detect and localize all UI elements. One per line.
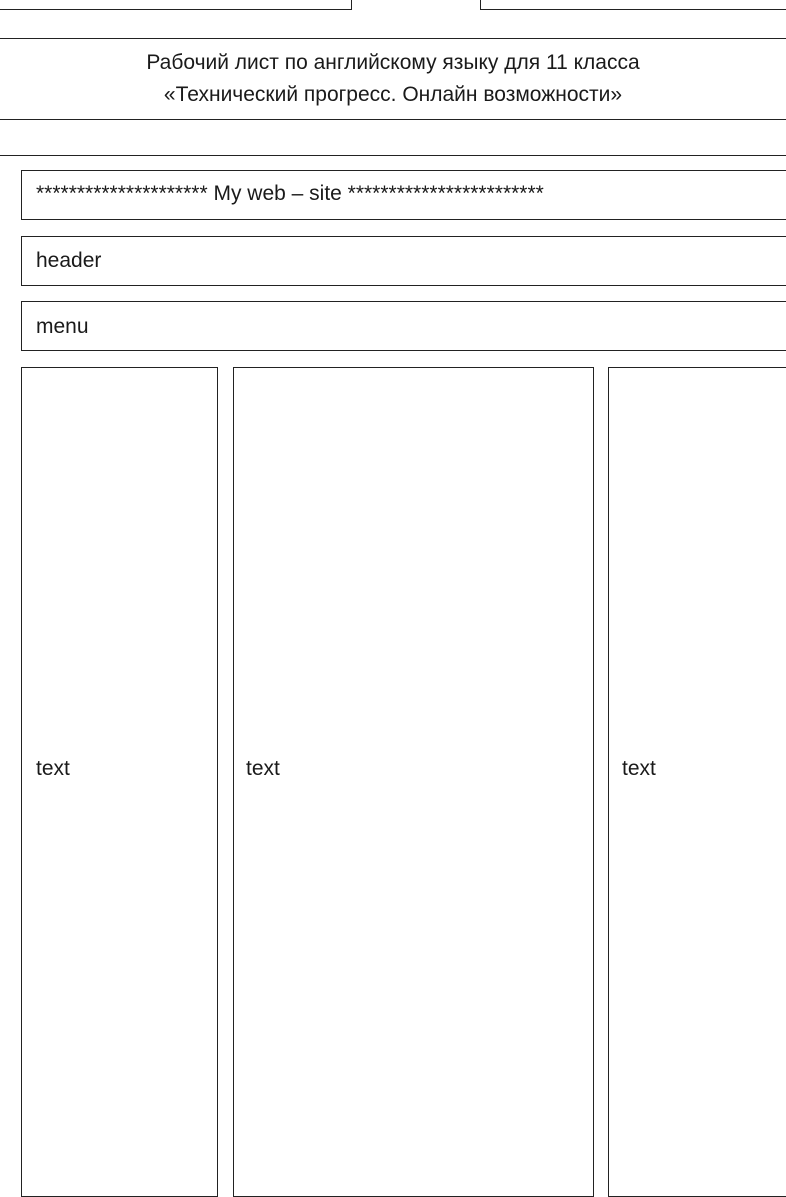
column-center-label: text — [246, 757, 280, 780]
site-title-label: ********************* My web – site ************************ — [36, 182, 544, 205]
column-right-label: text — [622, 757, 656, 780]
cropped-box-left — [0, 0, 352, 10]
menu-label: menu — [36, 315, 89, 338]
column-left-label: text — [36, 757, 70, 780]
column-left — [21, 367, 218, 1197]
title-top-rule — [0, 38, 786, 39]
column-right — [608, 367, 786, 1197]
cropped-box-right — [480, 0, 786, 10]
menu-box — [21, 301, 786, 351]
header-box — [21, 236, 786, 286]
site-title-box — [21, 170, 786, 220]
section-rule — [0, 155, 786, 156]
column-center — [233, 367, 594, 1197]
worksheet-title-line2: «Технический прогресс. Онлайн возможности» — [163, 83, 623, 106]
header-label: header — [36, 249, 102, 272]
worksheet-title — [0, 47, 786, 111]
worksheet-title-line1: Рабочий лист по английскому языку для 11 класса — [146, 51, 640, 74]
title-bottom-rule — [0, 119, 786, 120]
